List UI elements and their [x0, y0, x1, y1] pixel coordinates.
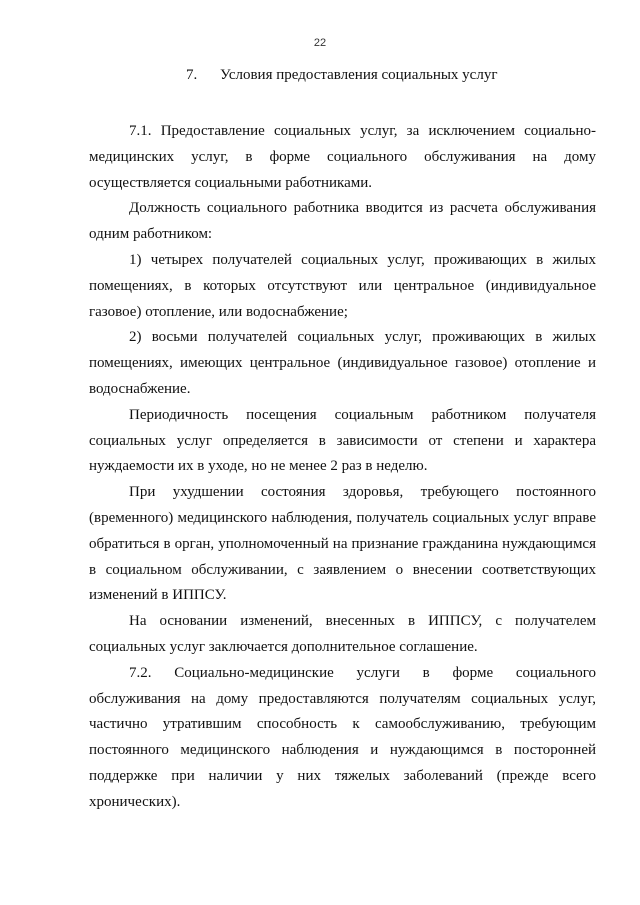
page-number: 22: [313, 37, 327, 49]
section-number: 7.: [186, 67, 198, 83]
section-heading: [186, 67, 497, 84]
paragraph-health-deterioration: При ухудшении состояния здоровья, требующего постоянного (временного) медицинского наблюдения, получатель социальных услуг вправе обратиться в орган, уполномоченный на признание гражданина нуждающимся в социальном обслуживании, с заявлением о внесении соответствующих изменений в ИППСУ.: [89, 484, 596, 604]
body-text: [89, 119, 596, 816]
section-title: Условия предоставления социальных услуг: [220, 67, 498, 83]
paragraph-additional-agreement: На основании изменений, внесенных в ИППСУ, с получателем социальных услуг заключается дополнительное соглашение.: [89, 613, 596, 655]
paragraph-7-1: 7.1. Предоставление социальных услуг, за исключением социально-медицинских услуг, в форме социального обслуживания на дому осуществляется социальными работниками.: [89, 123, 596, 191]
paragraph-7-2: 7.2. Социально-медицинские услуги в форме социального обслуживания на дому предоставляются получателям социальных услуг, частично утратившим способность к самообслуживанию, требующим постоянного медицинского наблюдения и нуждающимся в посторонней поддержке при наличии у них тяжелых заболеваний (прежде всего хронических).: [89, 664, 596, 810]
paragraph-item-2: 2) восьми получателей социальных услуг, проживающих в жилых помещениях, имеющих центральное (индивидуальное газовое) отопление и водоснабжение.: [89, 329, 596, 397]
paragraph-staffing: Должность социального работника вводится из расчета обслуживания одним работником:: [89, 200, 596, 243]
paragraph-visit-frequency: Периодичность посещения социальным работником получателя социальных услуг определяется в зависимости от степени и характера нуждаемости их в уходе, но не менее 2 раз в неделю.: [89, 406, 596, 475]
paragraph-item-1: 1) четырех получателей социальных услуг, проживающих в жилых помещениях, в которых отсутствуют или центральное (индивидуальное газовое) отопление, или водоснабжение;: [89, 251, 596, 320]
